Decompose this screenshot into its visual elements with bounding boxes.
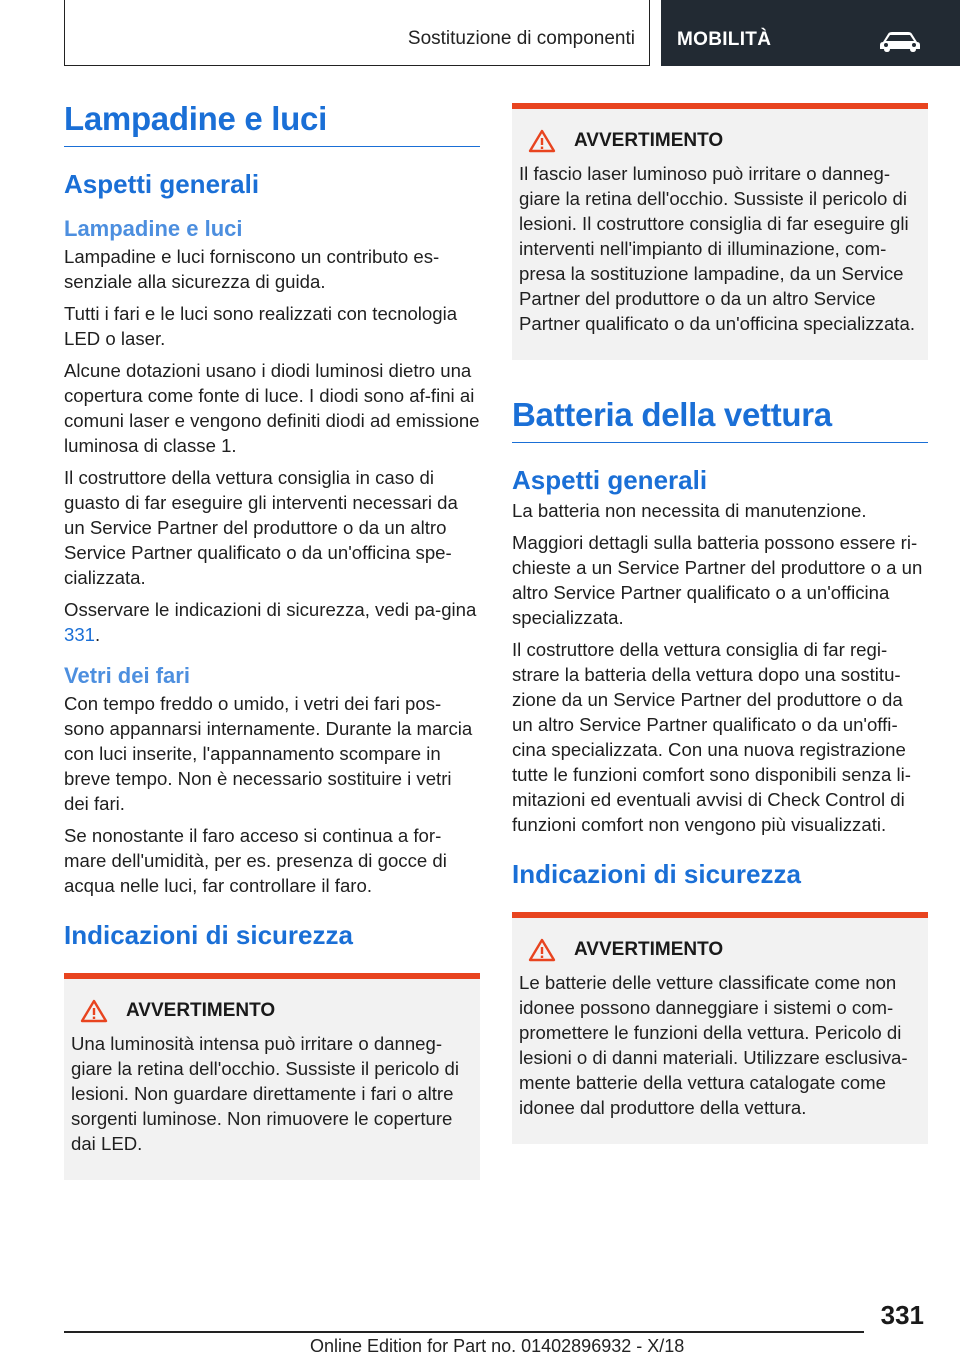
warning-title-text: AVVERTIMENTO — [574, 939, 724, 960]
warning-text: Le batterie delle vetture classificate come non idonee possono danneggiare i sistemi o com-promettere le funzioni della vettura. Pericolo di lesioni o di danni materiali. Utilizzare esclusiva-mente batterie della vettura catalogate come idonee dal produttore della vettura. — [519, 972, 908, 1118]
warning-title-text: AVVERTIMENTO — [574, 130, 724, 151]
warning-title — [528, 938, 921, 962]
header-section-box — [64, 0, 650, 66]
paragraph: Lampadine e luci forniscono un contributo es-senziale alla sicurezza di guida. — [64, 246, 440, 292]
footer-divider — [64, 1331, 864, 1333]
warning-box — [64, 973, 480, 1180]
paragraph: Tutti i fari e le luci sono realizzati con tecnologia LED o laser. — [64, 303, 458, 349]
subheading-bulbs: Lampadine e luci — [64, 216, 243, 241]
heading-general: Aspetti generali — [512, 465, 708, 495]
warning-text: Il fascio laser luminoso può irritare o danneg-giare la retina dell'occhio. Sussiste il pericolo di lesioni. Il costruttore consiglia di far eseguire gli interventi nell'impianto di illuminazione, com-presa la sostituzione lampadine, da un Service Partner del produttore o da un altro Service Partner qualificato o da un'officina specializzata. — [519, 163, 915, 334]
warning-box — [512, 103, 928, 360]
page-number: 331 — [880, 1300, 924, 1330]
header-chapter-label: MOBILITÀ — [677, 29, 772, 50]
paragraph: Se nonostante il faro acceso si continua a for-mare dell'umidità, per es. presenza di gocce di acqua nelle luci, far controllare il faro. — [64, 825, 447, 896]
header-chapter-tab — [661, 0, 960, 66]
warning-box — [512, 912, 928, 1144]
warning-triangle-icon — [80, 999, 108, 1023]
warning-triangle-icon — [528, 938, 556, 962]
header-section-title: Sostituzione di componenti — [407, 28, 635, 49]
section-title-battery: Batteria della vettura — [512, 396, 928, 443]
warning-title — [80, 999, 473, 1023]
paragraph: Il costruttore della vettura consiglia di far regi-strare la batteria della vettura dopo una sostitu-zione da un Service Partner del produttore o da un altro Service Partner qualificato o da un'offi-cina specializzata. Con una nuova registrazione tutte le funzioni comfort sono disponibili senza li-mitazioni ed eventuali avvisi di Check Control di funzioni comfort non vengono più visualizzati. — [512, 639, 911, 835]
car-icon — [879, 30, 921, 52]
paragraph: La batteria non necessita di manutenzione. — [512, 500, 867, 521]
safety-reference-end: . — [95, 624, 101, 645]
paragraph: Il costruttore della vettura consiglia in caso di guasto di far eseguire gli interventi necessari da un Service Partner del produttore o da un altro Service Partner qualificato o da un'officina spe-cializzata. — [64, 467, 458, 588]
warning-triangle-icon — [528, 129, 556, 153]
paragraph: Alcune dotazioni usano i diodi luminosi dietro una copertura come fonte di luce. I diodi sono af-fini ai comuni laser e vengono definiti diodi ad emissione luminosa di classe 1. — [64, 360, 480, 456]
page-link[interactable]: 331 — [64, 624, 96, 645]
heading-safety: Indicazioni di sicurezza — [512, 859, 801, 889]
right-column — [512, 103, 928, 1144]
paragraph: Maggiori dettagli sulla batteria possono essere ri-chieste a un Service Partner del produttore o a un altro Service Partner qualificato o a un'officina specializzata. — [512, 532, 923, 628]
heading-general: Aspetti generali — [64, 169, 260, 199]
warning-title — [528, 129, 921, 153]
left-column — [64, 100, 480, 1180]
subheading-glass: Vetri dei fari — [64, 663, 190, 688]
warning-title-text: AVVERTIMENTO — [126, 1000, 276, 1021]
heading-safety: Indicazioni di sicurezza — [64, 920, 353, 950]
warning-text: Una luminosità intensa può irritare o danneg-giare la retina dell'occhio. Sussiste il pericolo di lesioni. Non guardare direttamente i fari o altre sorgenti luminose. Non rimuovere le coperture dai LED. — [71, 1033, 460, 1154]
safety-reference — [64, 597, 480, 647]
section-title-bulbs: Lampadine e luci — [64, 100, 480, 147]
paragraph: Con tempo freddo o umido, i vetri dei fari pos-sono appannarsi internamente. Durante la marcia con luci inserite, l'appannamento scompare in breve tempo. Non è necessario sostituire i vetri dei fari. — [64, 693, 473, 814]
safety-reference-text: Osservare le indicazioni di sicurezza, vedi pa-gina — [64, 599, 477, 620]
footer-edition: Online Edition for Part no. 01402896932 - X/18 — [310, 1336, 685, 1356]
